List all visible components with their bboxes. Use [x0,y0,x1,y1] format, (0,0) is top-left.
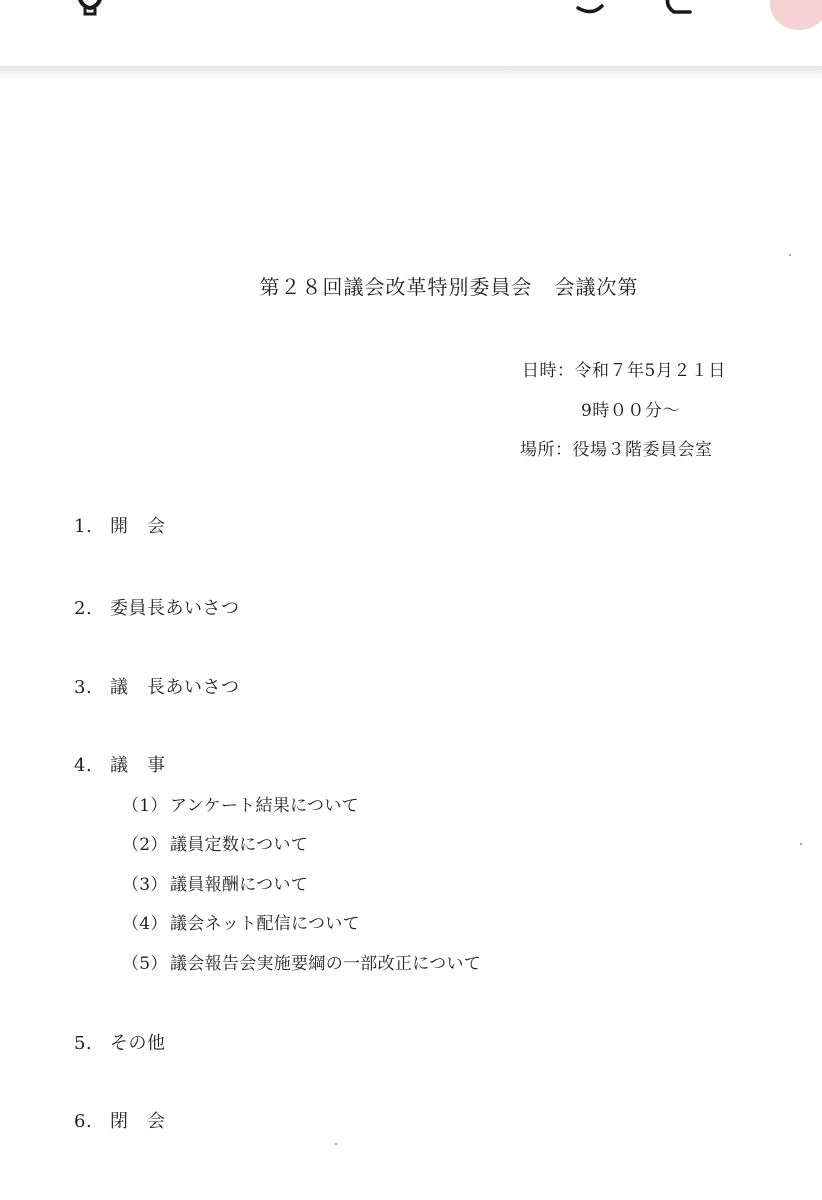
document-page [0,80,822,1200]
agenda-number: 3. [74,677,93,698]
subitem-label: アンケート結果について [170,796,359,816]
agenda-number: 5. [74,1033,93,1054]
subitem-label: 議員報酬について [170,875,309,895]
scan-speck [789,254,791,256]
agenda-number: 6. [74,1111,93,1132]
agenda-label: 議 事 [110,755,166,776]
agenda-item-chair-greeting [74,594,240,620]
subitem-label: 議会ネット配信について [170,914,360,934]
scan-speck [800,843,802,845]
subitem-number: （4） [122,914,168,934]
agenda-number: 2. [74,598,93,619]
agenda-label: 委員長あいさつ [110,598,240,619]
title-main: 第２８回議会改革特別委員会 [259,275,533,299]
agenda-item-speaker-greeting [74,673,240,699]
meeting-time: 9時００分～ [581,401,680,421]
subitem-number: （2） [122,835,168,855]
agenda-number: 1. [74,516,93,537]
avatar[interactable] [770,0,822,30]
undo-icon[interactable] [572,0,612,18]
redo-icon[interactable] [658,0,698,18]
agenda-label: 議 長あいさつ [110,677,240,698]
subitem-label: 議会報告会実施要綱の一部改正について [170,954,482,974]
agenda-label: 閉 会 [110,1111,166,1132]
subitem-survey [122,791,359,816]
subitem-net-streaming [122,909,360,934]
agenda-number: 4. [74,755,93,776]
toolbar-divider [0,66,822,80]
subitem-seat-count [122,830,308,855]
title-suffix: 会議次第 [554,275,639,299]
subitem-compensation [122,870,308,895]
subitem-report-rules [122,949,481,974]
scan-speck [335,1143,337,1145]
subitem-number: （1） [122,796,168,816]
agenda-item-other [74,1029,166,1055]
lightbulb-icon[interactable] [70,0,110,18]
subitem-number: （3） [122,875,168,895]
agenda-item-proceedings [74,751,166,777]
agenda-label: その他 [110,1033,166,1054]
agenda-label: 開 会 [110,516,166,537]
document-title [0,271,822,300]
meeting-date: 日時：令和７年5月２１日 [522,361,726,381]
agenda-item-opening [74,512,166,538]
agenda-item-closing [74,1107,166,1133]
subitem-label: 議員定数について [170,835,309,855]
app-toolbar [0,0,822,68]
subitem-number: （5） [122,954,168,974]
meeting-place: 場所：役場３階委員会室 [520,440,713,460]
